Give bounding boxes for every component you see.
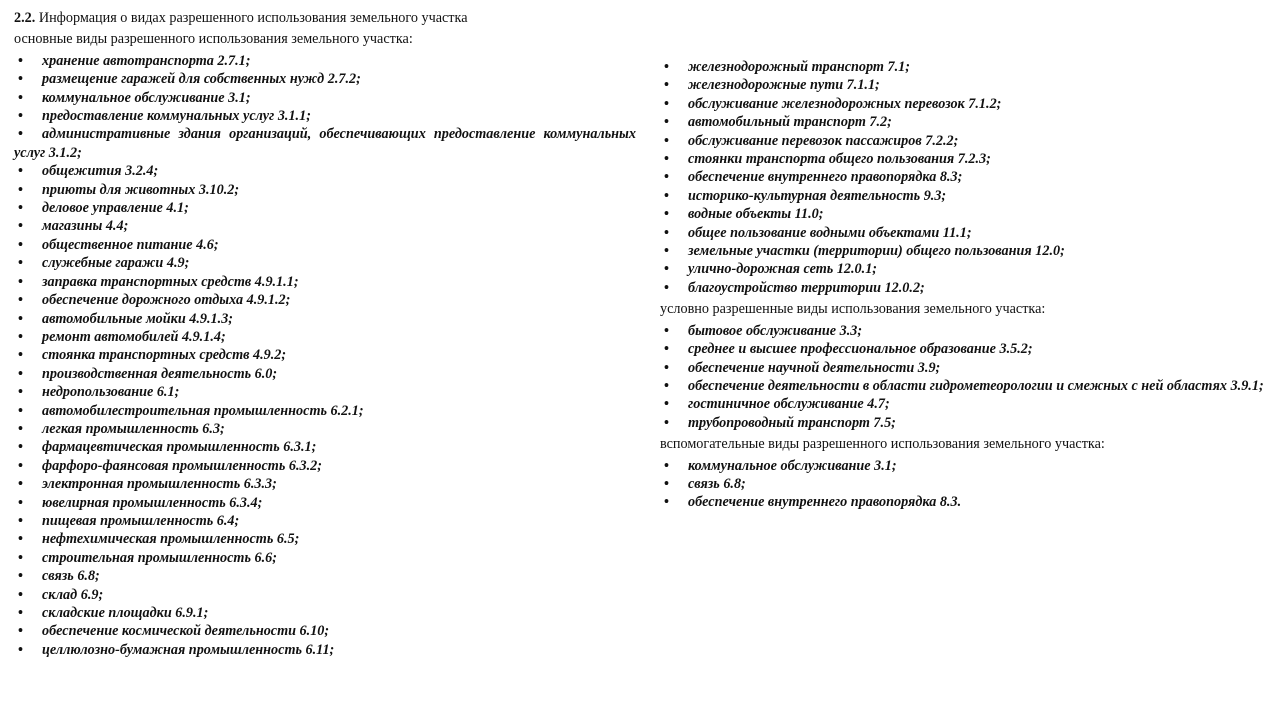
list-item [660, 113, 1270, 131]
list-item-text: нефтехимическая промышленность 6.5; [42, 531, 300, 548]
bullet-icon: • [664, 151, 669, 168]
conditional-uses-list [660, 322, 1270, 432]
bullet-icon: • [18, 126, 23, 143]
bullet-icon: • [18, 273, 23, 290]
list-item [660, 493, 1270, 511]
list-item-text: улично-дорожная сеть 12.0.1; [688, 261, 878, 278]
bullet-icon: • [664, 457, 669, 474]
list-item [660, 322, 1270, 340]
bullet-icon: • [664, 261, 669, 278]
list-item [14, 254, 636, 272]
list-item [14, 365, 636, 383]
auxiliary-uses-list [660, 457, 1270, 512]
list-item [14, 622, 636, 640]
bullet-icon: • [18, 108, 23, 125]
list-item-text: железнодорожный транспорт 7.1; [688, 59, 910, 75]
bullet-icon: • [18, 292, 23, 309]
bullet-icon: • [18, 476, 23, 493]
list-item-text: склад 6.9; [42, 586, 104, 603]
bullet-icon: • [664, 132, 669, 149]
list-item-text: административные здания организаций, обеспечивающих предоставление коммунальных услуг 3.1.2; [14, 126, 636, 161]
list-item [660, 340, 1270, 358]
bullet-icon: • [18, 531, 23, 548]
conditional-uses-subtitle: условно разрешенные виды использования земельного участка: [660, 301, 1046, 318]
list-item [660, 58, 1270, 76]
bullet-icon: • [664, 243, 669, 260]
list-item [14, 383, 636, 401]
list-item-text: гостиничное обслуживание 4.7; [688, 396, 890, 413]
bullet-icon: • [18, 586, 23, 603]
list-item-text: автомобильные мойки 4.9.1.3; [42, 310, 234, 327]
list-item-text: связь 6.8; [688, 475, 746, 492]
bullet-icon: • [18, 549, 23, 566]
list-item [660, 205, 1270, 223]
list-item-text: строительная промышленность 6.6; [42, 549, 277, 566]
bullet-icon: • [664, 341, 669, 358]
list-item-text: коммунальное обслуживание 3.1; [42, 89, 251, 106]
bullet-icon: • [18, 200, 23, 217]
list-item-text: среднее и высшее профессиональное образование 3.5.2; [688, 341, 1033, 358]
list-item-text: трубопроводный транспорт 7.5; [688, 414, 896, 431]
list-item-text: обеспечение дорожного отдыха 4.9.1.2; [42, 292, 291, 309]
bullet-icon: • [18, 89, 23, 106]
bullet-icon: • [18, 71, 23, 88]
list-item-text: целлюлозно-бумажная промышленность 6.11; [42, 641, 335, 658]
list-item [14, 291, 636, 309]
list-item [14, 402, 636, 420]
list-item [660, 132, 1270, 150]
list-item [660, 150, 1270, 168]
list-item [14, 107, 636, 125]
bullet-icon: • [664, 187, 669, 204]
list-item [14, 420, 636, 438]
bullet-icon: • [18, 347, 23, 364]
main-uses-list [14, 52, 636, 659]
bullet-icon: • [18, 328, 23, 345]
list-item [14, 567, 636, 585]
list-item [14, 586, 636, 604]
list-item-text: фарфоро-фаянсовая промышленность 6.3.2; [42, 457, 322, 474]
bullet-icon: • [18, 623, 23, 640]
list-item [660, 414, 1270, 432]
list-item-text: общежития 3.2.4; [42, 163, 159, 180]
list-item-text: бытовое обслуживание 3.3; [688, 322, 863, 339]
list-item [14, 346, 636, 364]
list-item [660, 395, 1270, 413]
list-item [660, 475, 1270, 493]
list-item [14, 530, 636, 548]
list-item [14, 549, 636, 567]
list-item-text: обслуживание железнодорожных перевозок 7.1.2; [688, 95, 1002, 112]
list-item-text: хранение автотранспорта 2.7.1; [42, 52, 251, 69]
bullet-icon: • [664, 475, 669, 492]
list-item [14, 236, 636, 254]
list-item [14, 475, 636, 493]
bullet-icon: • [664, 279, 669, 296]
list-item [14, 604, 636, 622]
list-item-text: автомобильный транспорт 7.2; [688, 114, 892, 131]
bullet-icon: • [18, 402, 23, 419]
bullet-icon: • [18, 365, 23, 382]
list-item [660, 260, 1270, 278]
bullet-icon: • [18, 457, 23, 474]
list-item-text: фармацевтическая промышленность 6.3.1; [42, 439, 317, 456]
list-item [14, 217, 636, 235]
list-item-text: обеспечение деятельности в области гидрометеорологии и смежных с ней областях 3.9.1; [688, 377, 1264, 394]
list-item-text: заправка транспортных средств 4.9.1.1; [42, 273, 299, 290]
bullet-icon: • [664, 414, 669, 431]
list-item-text: электронная промышленность 6.3.3; [42, 476, 277, 493]
list-item-text: коммунальное обслуживание 3.1; [688, 457, 897, 474]
list-item [14, 125, 636, 162]
bullet-icon: • [664, 396, 669, 413]
list-item-text: железнодорожные пути 7.1.1; [688, 77, 880, 94]
list-item [14, 310, 636, 328]
list-item-text: стоянки транспорта общего пользования 7.2.3; [688, 151, 991, 168]
left-column [14, 9, 636, 659]
right-column [660, 58, 1270, 512]
bullet-icon: • [18, 605, 23, 621]
list-item [14, 512, 636, 530]
list-item [14, 70, 636, 88]
list-item [14, 273, 636, 291]
list-item [14, 494, 636, 512]
bullet-icon: • [664, 494, 669, 511]
list-item-text: обеспечение космической деятельности 6.10; [42, 623, 330, 640]
list-item-text: легкая промышленность 6.3; [42, 420, 225, 437]
bullet-icon: • [664, 359, 669, 376]
list-item-text: благоустройство территории 12.0.2; [688, 279, 925, 296]
bullet-icon: • [18, 494, 23, 511]
list-item [660, 187, 1270, 205]
list-item-text: обслуживание перевозок пассажиров 7.2.2; [688, 132, 959, 149]
list-item-text: ремонт автомобилей 4.9.1.4; [42, 328, 226, 345]
list-item-text: обеспечение внутреннего правопорядка 8.3; [688, 169, 963, 186]
bullet-icon: • [18, 420, 23, 437]
section-title: Информация о видах разрешенного использования земельного участка [35, 10, 468, 26]
list-item [14, 328, 636, 346]
list-item [660, 76, 1270, 94]
list-item [14, 181, 636, 199]
list-item [14, 438, 636, 456]
list-item-text: водные объекты 11.0; [688, 206, 824, 223]
bullet-icon: • [18, 255, 23, 272]
bullet-icon: • [664, 224, 669, 241]
bullet-icon: • [18, 163, 23, 180]
bullet-icon: • [664, 169, 669, 186]
section-heading [14, 9, 636, 27]
bullet-icon: • [664, 77, 669, 94]
list-item [660, 224, 1270, 242]
list-item-text: складские площадки 6.9.1; [42, 605, 209, 621]
bullet-icon: • [18, 568, 23, 585]
auxiliary-uses-subtitle: вспомогательные виды разрешенного использования земельного участка: [660, 436, 1105, 453]
list-item-text: приюты для животных 3.10.2; [42, 181, 240, 198]
list-item-text: недропользование 6.1; [42, 384, 180, 401]
bullet-icon: • [18, 641, 23, 658]
bullet-icon: • [18, 181, 23, 198]
list-item [660, 95, 1270, 113]
list-item-text: стоянка транспортных средств 4.9.2; [42, 347, 287, 364]
list-item-text: обеспечение внутреннего правопорядка 8.3. [688, 494, 962, 511]
list-item-text: ювелирная промышленность 6.3.4; [42, 494, 263, 511]
list-item-text: общественное питание 4.6; [42, 236, 219, 253]
list-item [14, 641, 636, 659]
bullet-icon: • [18, 310, 23, 327]
main-uses-list-continued [660, 58, 1270, 297]
list-item-text: земельные участки (территории) общего пользования 12.0; [688, 243, 1065, 260]
section-number: 2.2. [14, 10, 36, 26]
list-item-text: магазины 4.4; [42, 218, 129, 235]
list-item-text: деловое управление 4.1; [42, 200, 189, 217]
list-item-text: производственная деятельность 6.0; [42, 365, 278, 382]
list-item [660, 359, 1270, 377]
list-item [660, 457, 1270, 475]
list-item [14, 52, 636, 70]
list-item-text: историко-культурная деятельность 9.3; [688, 187, 947, 204]
list-item-text: связь 6.8; [42, 568, 100, 585]
bullet-icon: • [664, 206, 669, 223]
list-item-text: предоставление коммунальных услуг 3.1.1; [42, 108, 311, 125]
bullet-icon: • [664, 377, 669, 394]
list-item [660, 242, 1270, 260]
bullet-icon: • [18, 52, 23, 69]
list-item [14, 457, 636, 475]
bullet-icon: • [664, 95, 669, 112]
bullet-icon: • [664, 59, 669, 75]
main-uses-subtitle: основные виды разрешенного использования земельного участка: [14, 31, 413, 48]
bullet-icon: • [664, 114, 669, 131]
list-item-text: общее пользование водными объектами 11.1; [688, 224, 972, 241]
bullet-icon: • [18, 236, 23, 253]
list-item-text: размещение гаражей для собственных нужд 2.7.2; [42, 71, 361, 88]
bullet-icon: • [18, 512, 23, 529]
list-item [14, 199, 636, 217]
bullet-icon: • [664, 322, 669, 339]
list-item-text: обеспечение научной деятельности 3.9; [688, 359, 941, 376]
list-item [660, 168, 1270, 186]
list-item [660, 377, 1270, 395]
bullet-icon: • [18, 218, 23, 235]
list-item-text: автомобилестроительная промышленность 6.2.1; [42, 402, 364, 419]
list-item [14, 89, 636, 107]
list-item-text: служебные гаражи 4.9; [42, 255, 190, 272]
list-item [14, 162, 636, 180]
bullet-icon: • [18, 439, 23, 456]
list-item [660, 279, 1270, 297]
bullet-icon: • [18, 384, 23, 401]
list-item-text: пищевая промышленность 6.4; [42, 512, 240, 529]
